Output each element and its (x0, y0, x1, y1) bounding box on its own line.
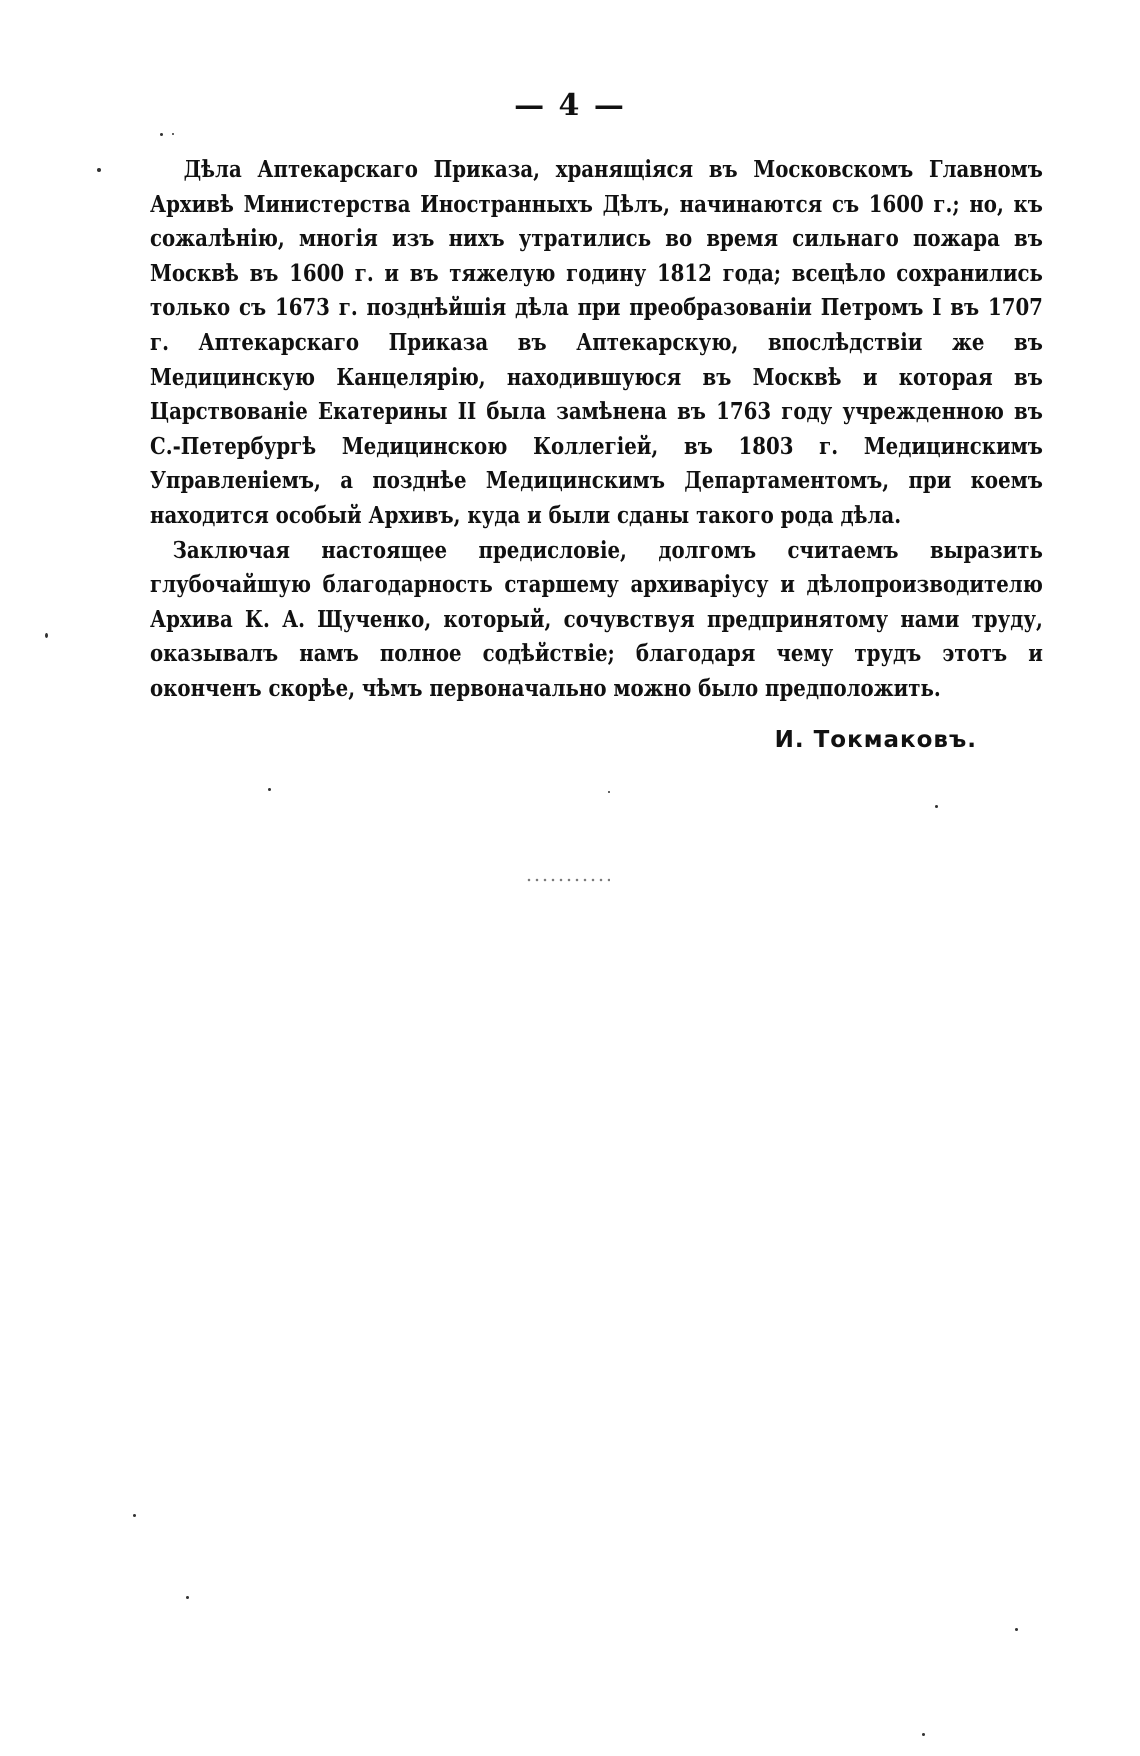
paragraph-archive-history: Дѣла Аптекарскаго Приказа, хранящіяся въ Московскомъ Главномъ Архивѣ Министерства Иностранныхъ Дѣлъ, начинаются съ 1600 г.; но, къ сожалѣнію, многія изъ нихъ утратились во время сильнаго пожара въ Москвѣ въ 1600 г. и въ тяжелую годину 1812 года; всецѣло сохранились только съ 1673 г. позднѣйшія дѣла при преобразованіи Петромъ I въ 1707 г. Аптекарскаго Приказа въ Аптекарскую, впослѣдствіи же въ Медицинскую Канцелярію, находившуюся въ Москвѣ и которая въ Царствованіе Екатерины II была замѣнена въ 1763 году учрежденною въ С.-Петербургѣ Медицинскою Коллегіей, въ 1803 г. Медицинскимъ Управленіемъ, а позднѣе Медицинскимъ Департаментомъ, при коемъ находится особый Архивъ, куда и были сданы такого рода дѣла. (150, 155, 1043, 529)
scan-speck (160, 133, 163, 136)
scan-speck (1015, 1628, 1018, 1631)
scan-speck (935, 805, 938, 808)
faint-dot-line (525, 878, 610, 882)
page-number: — 4 — (514, 88, 626, 123)
body-text (150, 152, 1043, 706)
scan-speck (45, 633, 48, 638)
scan-speck (186, 1596, 189, 1599)
scan-speck (172, 133, 174, 135)
paragraph-acknowledgement: Заключая настоящее предисловіе, долгомъ считаемъ выразить глубочайшую благодарность старшему архиваріусу и дѣлопроизводителю Архива К. А. Щученко, который, сочувствуя предпринятому нами труду, оказывалъ намъ полное содѣйствіе; благодаря чему трудъ этотъ и оконченъ скорѣе, чѣмъ первоначально можно было предположить. (150, 535, 1043, 702)
author-signature: И. Токмаковъ. (774, 727, 977, 753)
scan-speck (268, 788, 271, 791)
scan-speck (922, 1733, 925, 1736)
scan-speck (133, 1514, 136, 1517)
scan-speck (608, 791, 610, 793)
scan-speck (97, 168, 101, 172)
